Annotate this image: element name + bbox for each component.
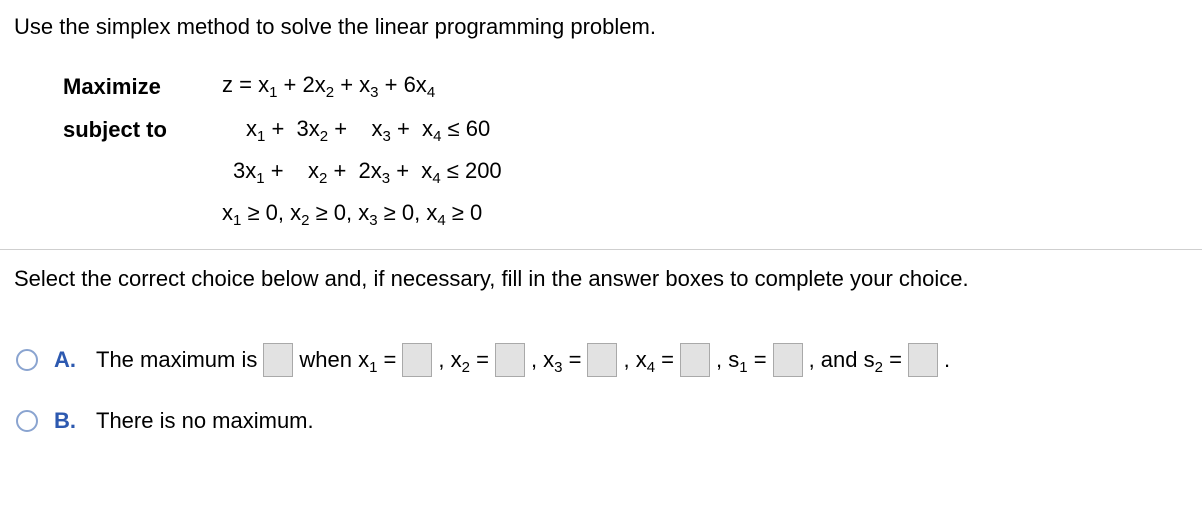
answer-box-s2[interactable]	[908, 343, 938, 377]
maximize-label: Maximize	[63, 74, 161, 99]
answer-box-s1[interactable]	[773, 343, 803, 377]
answer-box-maximum[interactable]	[263, 343, 293, 377]
constraint-1: $x_1 + 3x_2$ + $x_3 + x_4 \le 60$	[246, 116, 491, 145]
constraint-2: $3x_1$ + $x_2 + 2x_3 + x_4 \le 200$	[233, 158, 502, 187]
choice-a-period: .	[943, 347, 951, 372]
answer-box-x2[interactable]	[495, 343, 525, 377]
when-x1-label: when $x_1$ =	[299, 347, 397, 376]
s1-label: , $s_1$ =	[716, 347, 767, 376]
choice-b[interactable]	[16, 408, 314, 434]
x3-label: , $x_3$ =	[530, 347, 582, 376]
choice-b-letter: B.	[54, 408, 76, 433]
s2-label: , and $s_2$ =	[808, 347, 902, 376]
nonnegativity-constraints: $x_1 \ge 0$, $x_2 \ge 0$, $x_3 \ge 0$, $x_4 \ge 0$	[222, 200, 483, 229]
maximum-text: The maximum is	[96, 347, 258, 372]
objective-function: $z = x_1 + 2x_2 + x_3 + 6x_4$	[222, 72, 436, 101]
answer-box-x4[interactable]	[680, 343, 710, 377]
subject-to-label: subject to	[63, 117, 167, 142]
no-maximum-text: There is no maximum.	[96, 408, 314, 433]
x4-label: , $x_4$ =	[623, 347, 675, 376]
x2-label: , $x_2$ =	[438, 347, 489, 376]
choice-a[interactable]	[16, 343, 950, 377]
section-divider	[0, 249, 1202, 250]
answer-box-x1[interactable]	[402, 343, 432, 377]
choice-a-letter: A.	[54, 347, 76, 372]
answer-box-x3[interactable]	[587, 343, 617, 377]
question-text: Use the simplex method to solve the linear programming problem.	[14, 14, 656, 39]
radio-button-a[interactable]	[16, 349, 38, 371]
instruction-text: Select the correct choice below and, if necessary, fill in the answer boxes to complete your choice.	[14, 266, 969, 291]
radio-button-b[interactable]	[16, 410, 38, 432]
